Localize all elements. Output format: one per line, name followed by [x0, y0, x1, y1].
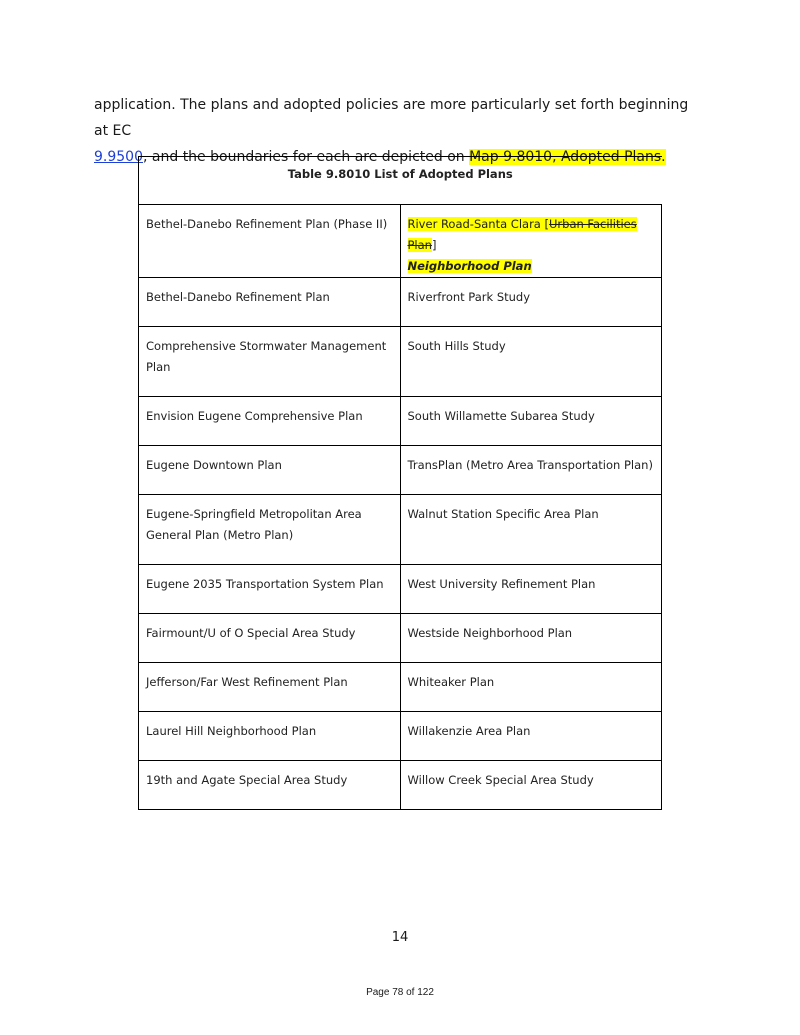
table-row	[139, 495, 662, 565]
table-cell-right: Westside Neighborhood Plan	[400, 614, 662, 663]
table-caption: Table 9.8010 List of Adopted Plans	[139, 157, 662, 205]
table-cell-right: Riverfront Park Study	[400, 278, 662, 327]
table-cell-left: Eugene Downtown Plan	[139, 446, 401, 495]
table-cell-left: Bethel-Danebo Refinement Plan (Phase II)	[139, 205, 401, 278]
table-cell-left: Bethel-Danebo Refinement Plan	[139, 278, 401, 327]
table-row	[139, 614, 662, 663]
table-row	[139, 446, 662, 495]
table-cell-left: Jefferson/Far West Refinement Plan	[139, 663, 401, 712]
table-cell-right: Willow Creek Special Area Study	[400, 761, 662, 810]
amended-suffix: ]	[431, 238, 437, 252]
table-cell-left: Comprehensive Stormwater Management Plan	[139, 327, 401, 397]
table-cell-right: TransPlan (Metro Area Transportation Plan)	[400, 446, 662, 495]
intro-line1: application. The plans and adopted policies are more particularly set forth beginning at EC	[94, 97, 689, 139]
table-row	[139, 712, 662, 761]
adopted-plans-table	[138, 156, 662, 810]
table-cell-right: South Willamette Subarea Study	[400, 397, 662, 446]
table-cell-right: South Hills Study	[400, 327, 662, 397]
struck-text: Urban Facilities Plan	[407, 217, 637, 252]
map-reference-highlight: Map 9.8010, Adopted Plans.	[469, 149, 666, 165]
table-cell-right: Walnut Station Specific Area Plan	[400, 495, 662, 565]
table-cell-left: Eugene-Springfield Metropolitan Area General Plan (Metro Plan)	[139, 495, 401, 565]
table-row	[139, 761, 662, 810]
table-cell-left: Envision Eugene Comprehensive Plan	[139, 397, 401, 446]
table-row	[139, 278, 662, 327]
table-cell-right: West University Refinement Plan	[400, 565, 662, 614]
page-footer: Page 78 of 122	[366, 987, 434, 998]
table-cell-right-amended	[400, 205, 662, 278]
table-row	[139, 663, 662, 712]
table-cell-left: Fairmount/U of O Special Area Study	[139, 614, 401, 663]
amended-prefix: River Road-Santa Clara [	[407, 217, 549, 231]
intro-mid: , and the boundaries for each are depicted on	[143, 149, 470, 165]
table-cell-left: Laurel Hill Neighborhood Plan	[139, 712, 401, 761]
table-cell-left: Eugene 2035 Transportation System Plan	[139, 565, 401, 614]
table-row	[139, 205, 662, 278]
table-cell-right: Willakenzie Area Plan	[400, 712, 662, 761]
table-row	[139, 327, 662, 397]
table-cell-left: 19th and Agate Special Area Study	[139, 761, 401, 810]
table-cell-right: Whiteaker Plan	[400, 663, 662, 712]
table-row	[139, 565, 662, 614]
page-number: 14	[391, 930, 409, 945]
ec-link[interactable]: 9.9500	[94, 149, 143, 165]
table-row	[139, 397, 662, 446]
added-text: Neighborhood Plan	[407, 259, 532, 273]
